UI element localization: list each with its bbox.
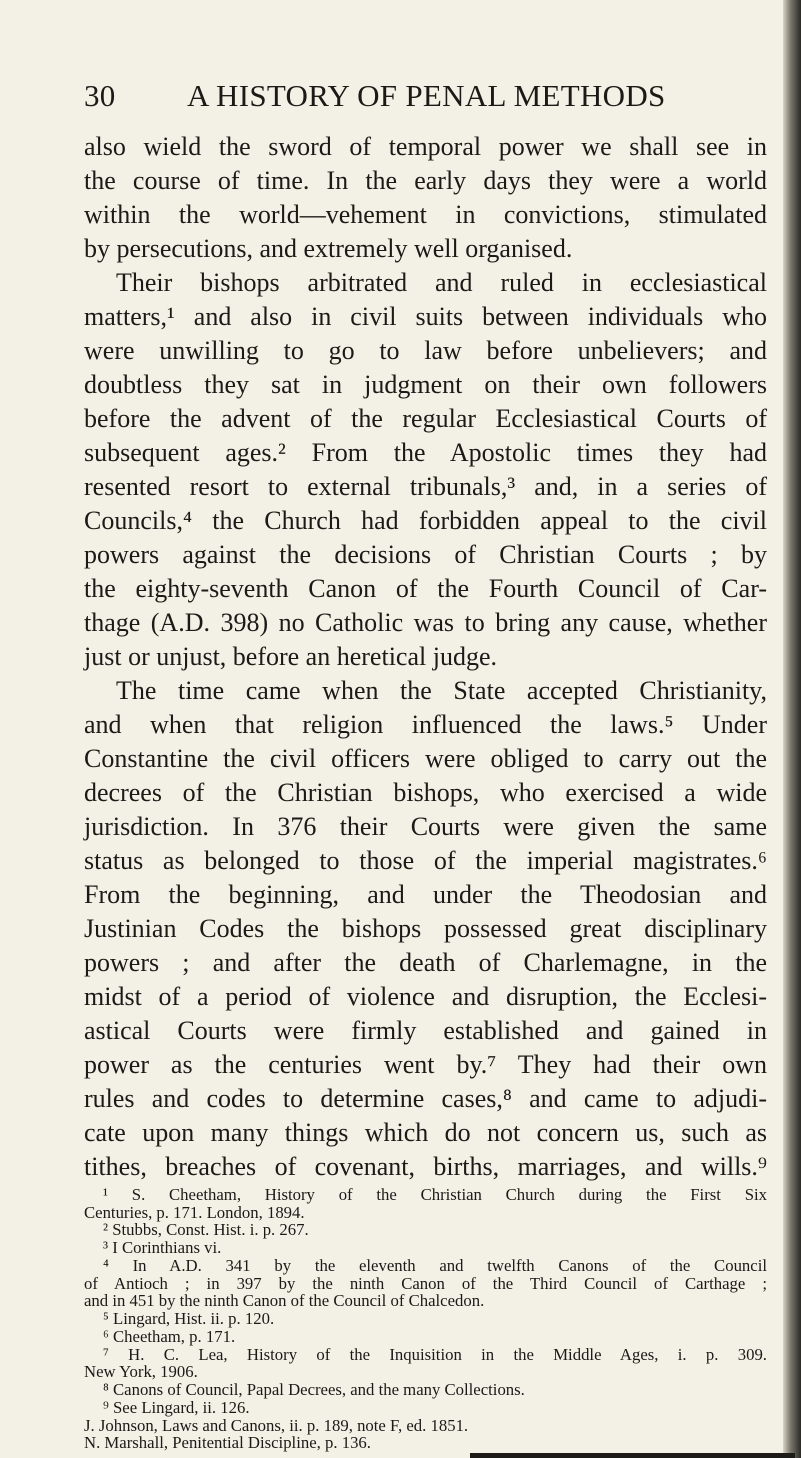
footnote-line: and in 451 by the ninth Canon of the Council of Chalcedon. (84, 1291, 485, 1311)
body-line: astical Courts were firmly established and gained in (84, 1016, 767, 1045)
footnote-line: J. Johnson, Laws and Canons, ii. p. 189, note F, ed. 1851. (84, 1415, 469, 1435)
body-line: Their bishops arbitrated and ruled in ecclesiastical (116, 268, 767, 297)
body-line: just or unjust, before an heretical judge. (84, 642, 497, 671)
page-edge-shadow (783, 0, 801, 1458)
body-line: tithes, breaches of covenant, births, marriages, and wills.⁹ (84, 1152, 767, 1181)
body-line: jurisdiction. In 376 their Courts were given the same (84, 812, 767, 841)
footnote-line: ⁶ Cheetham, p. 171. (103, 1326, 236, 1346)
body-line: powers against the decisions of Christian Courts ; by (84, 540, 767, 569)
body-line: matters,¹ and also in civil suits between individuals who (84, 302, 767, 331)
footnote-line: N. Marshall, Penitential Discipline, p. 136. (84, 1433, 371, 1453)
body-line: power as the centuries went by.⁷ They had their own (84, 1050, 767, 1079)
body-line: Councils,⁴ the Church had forbidden appeal to the civil (84, 506, 767, 535)
footnote-line: ⁵ Lingard, Hist. ii. p. 120. (103, 1309, 275, 1329)
body-line: by persecutions, and extremely well organised. (84, 234, 573, 263)
body-line: midst of a period of violence and disruption, the Ecclesi- (84, 982, 767, 1011)
footnote-line: New York, 1906. (84, 1362, 198, 1382)
body-line: resented resort to external tribunals,³ and, in a series of (84, 472, 767, 501)
body-line: subsequent ages.² From the Apostolic times they had (84, 438, 767, 467)
footnote-line: ² Stubbs, Const. Hist. i. p. 267. (103, 1220, 309, 1240)
body-line: doubtless they sat in judgment on their own followers (84, 370, 767, 399)
body-line: powers ; and after the death of Charlemagne, in the (84, 948, 767, 977)
body-line: thage (A.D. 398) no Catholic was to bring any cause, whether (84, 608, 767, 637)
body-line: From the beginning, and under the Theodosian and (84, 880, 767, 909)
body-line: decrees of the Christian bishops, who exercised a wide (84, 778, 767, 807)
body-line: cate upon many things which do not concern us, such as (84, 1118, 767, 1147)
footnote-line: Centuries, p. 171. London, 1894. (84, 1202, 305, 1222)
footnote-line: ⁴ In A.D. 341 by the eleventh and twelfth Canons of the Council (103, 1255, 767, 1275)
page-number: 30 (84, 78, 116, 113)
body-line: Justinian Codes the bishops possessed great disciplinary (84, 914, 767, 943)
running-title: A HISTORY OF PENAL METHODS (187, 78, 666, 113)
body-line: the eighty-seventh Canon of the Fourth Council of Car- (84, 574, 767, 603)
body-line: also wield the sword of temporal power we shall see in (84, 132, 767, 161)
footnote-line: ⁹ See Lingard, ii. 126. (103, 1397, 250, 1417)
footnote-line: ⁸ Canons of Council, Papal Decrees, and the many Collections. (103, 1380, 525, 1400)
bottom-rule (470, 1453, 795, 1458)
footnote-line: ⁷ H. C. Lea, History of the Inquisition in the Middle Ages, i. p. 309. (103, 1344, 767, 1364)
body-line: before the advent of the regular Ecclesiastical Courts of (84, 404, 767, 433)
body-line: were unwilling to go to law before unbelievers; and (84, 336, 767, 365)
footnote-line: ¹ S. Cheetham, History of the Christian Church during the First Six (103, 1185, 767, 1204)
body-line: the course of time. In the early days they were a world (84, 166, 767, 195)
body-line: Constantine the civil officers were obliged to carry out the (84, 744, 767, 773)
footnote-line: of Antioch ; in 397 by the ninth Canon of the Third Council of Carthage ; (84, 1273, 767, 1293)
footnote-line: ³ I Corinthians vi. (103, 1238, 222, 1258)
body-line: within the world—vehement in convictions, stimulated (84, 200, 767, 229)
body-line: The time came when the State accepted Christianity, (116, 676, 767, 705)
running-head (84, 78, 744, 118)
body-line: status as belonged to those of the imperial magistrates.⁶ (84, 846, 767, 875)
body-line: rules and codes to determine cases,⁸ and came to adjudi- (84, 1084, 767, 1113)
body-line: and when that religion influenced the laws.⁵ Under (84, 710, 767, 739)
